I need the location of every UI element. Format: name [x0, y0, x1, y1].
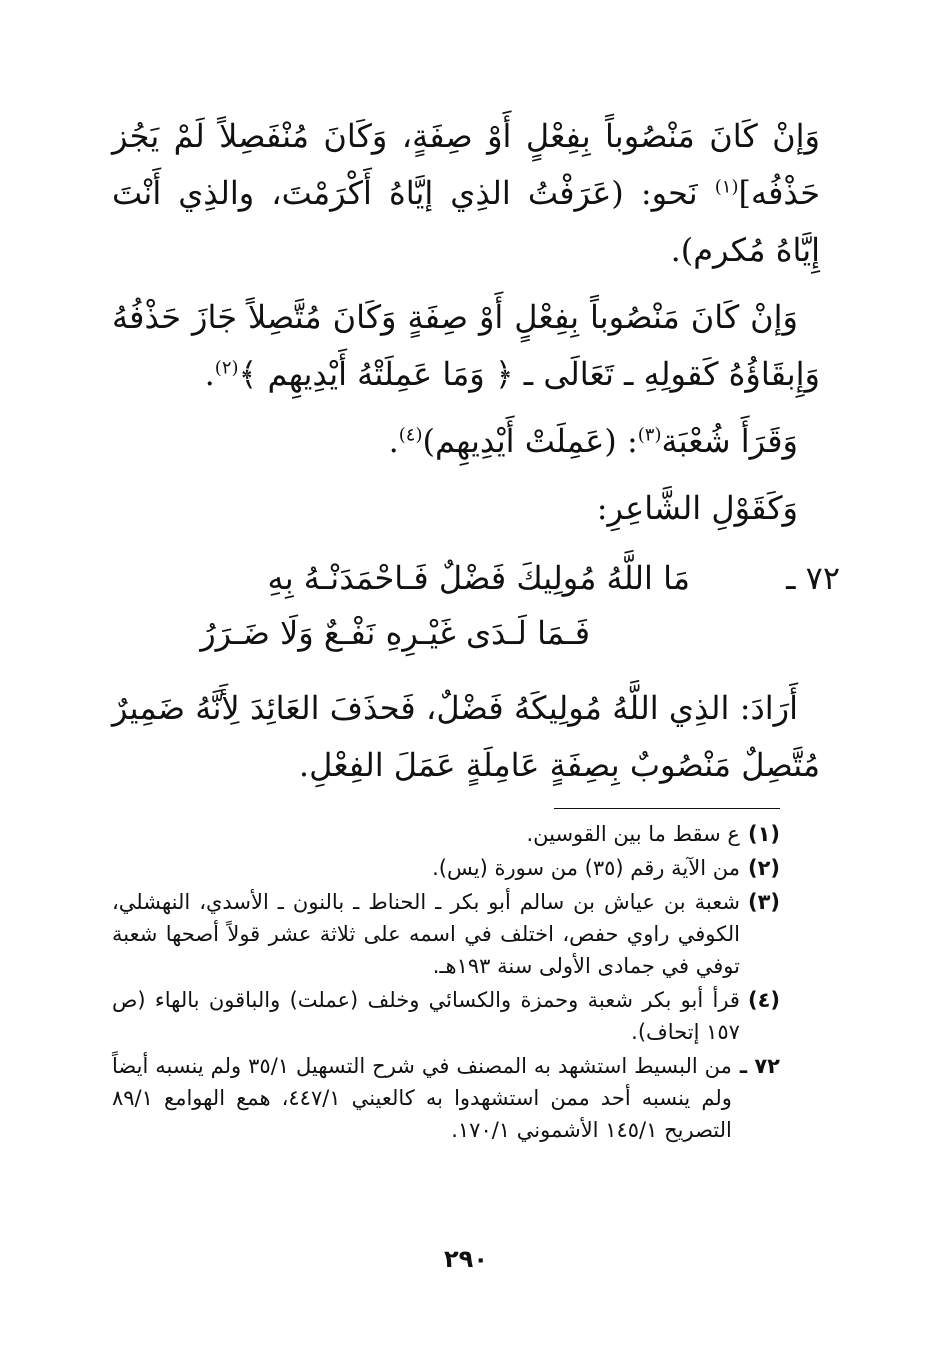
footnote-divider: [554, 808, 780, 809]
verse-hemistich-1: مَا اللَّهُ مُولِيكَ فَضْلٌ فَـاحْمَدَنْـهُ بِهِ: [267, 559, 690, 597]
footnote-number: (١): [747, 822, 780, 846]
footnote-number: ٧٢ ـ: [739, 1054, 780, 1078]
footnote-text: ع سقط ما بين القوسين.: [526, 822, 740, 846]
verse-number: ٧٢ ـ: [786, 559, 840, 597]
verse-hemistich-2: فَـمَا لَـدَى غَيْـرِهِ نَفْـعٌ وَلَا ضَـرَرُ: [200, 614, 590, 652]
footnote-ref-2[interactable]: (٢): [214, 357, 239, 379]
main-text: [112, 108, 820, 547]
footnote-ref-1[interactable]: (١): [714, 176, 739, 198]
footnote-text: من البسيط استشهد به المصنف في شرح التسهيل ٣٥/١ ولم ينسبه أيضاً ولم ينسبه أحد ممن استشهدوا به كالعيني ٤٤٧/١، همع الهوامع ٨٩/١ التصريح ١٤٥/١ الأشموني ١٧٠/١.: [112, 1054, 732, 1142]
footnote-number: (٤): [747, 988, 780, 1012]
footnote-number: (٢): [747, 856, 780, 880]
footnote-4: [112, 984, 780, 1048]
paragraph-2: وَإنْ كَانَ مَنْصُوباً بِفِعْلٍ أَوْ صِفَةٍ وَكَانَ مُتَّصِلاً جَازَ حَذْفُهُ وَإِبقَاؤُهُ كَقولِهِ ـ تَعَالَى ـ ﴿ وَمَا عَمِلَتْهُ أَيْدِيهِم ﴾$^{(٢)}$.: [112, 298, 820, 393]
footnote-number: (٣): [747, 890, 780, 914]
page-number: ٢٩٠: [444, 1245, 488, 1273]
explanation-text: [112, 680, 820, 794]
footnote-3: [112, 886, 780, 982]
paragraph-4: وَكَقَوْلِ الشَّاعِرِ:: [596, 489, 798, 527]
footnote-2: [112, 852, 780, 884]
footnote-ref-3[interactable]: (٣): [637, 424, 662, 446]
paragraph-1: وَإنْ كَانَ مَنْصُوباً بِفِعْلٍ أَوْ صِفَةٍ، وَكَانَ مُنْفَصِلاً لَمْ يَجُز حَذْفُه]$^{(١)}$ نَحو: (عَرَفْتُ الذِي إيَّاهُ أَكْرَمْتَ، والذِي أَنْتَ إِيَّاهُ مُكرم).: [112, 117, 820, 269]
footnote-text: من الآية رقم (٣٥) من سورة (يس).: [432, 856, 740, 880]
footnotes: [112, 818, 780, 1148]
footnote-text: قرأ أبو بكر شعبة وحمزة والكسائي وخلف (عملت) والباقون بالهاء (ص ١٥٧ إتحاف).: [112, 988, 740, 1044]
paragraph-5: أَرَادَ: الذِي اللَّهُ مُولِيكَهُ فَضْلٌ، فَحذَفَ العَائِدَ لِأَنَّهُ ضَمِيرٌ مُتَّصِلٌ مَنْصُوبٌ بِصِفَةٍ عَامِلَةٍ عَمَلَ الفِعْلِ.: [112, 689, 820, 784]
footnote-ref-4[interactable]: (٤): [398, 424, 423, 446]
footnote-verse-72: [112, 1050, 780, 1146]
footnote-1: [112, 818, 780, 850]
footnote-text: شعبة بن عياش بن سالم أبو بكر ـ الحناط ـ بالنون ـ الأسدي، النهشلي، الكوفي راوي حفص، اختلف في اسمه على ثلاثة عشر قولاً أصحها شعبة توفي في جمادى الأولى سنة ١٩٣هـ.: [112, 890, 740, 978]
paragraph-3: وَقَرَأَ شُعْبَة$^{(٣)}$: (عَمِلَتْ أَيْدِيهِم)$^{(٤)}$.: [388, 422, 798, 460]
